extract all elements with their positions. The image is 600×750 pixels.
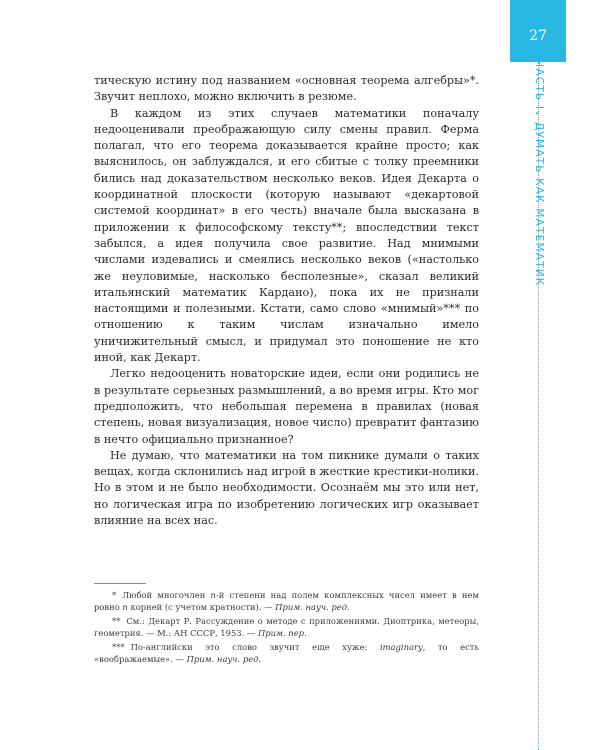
paragraph: Легко недооценить новаторские идеи, если они родились не в результате серьезных размышлений, а во время игры. Кто мог предположить, что небольшая перемена в правилах (новая степень, новая визуализация, новое число) превратит фантазию в нечто официально признанное? [94,367,479,446]
footnote-marker: ** [112,615,121,626]
footnote-text: По-английски это слово звучит еще хуже: [130,641,380,652]
footnote-divider [94,583,146,584]
footnote-note: Прим. науч. ред. [275,602,350,613]
footnote-text: См.: Декарт Р. Рассуждение о методе с приложениями. Диоптрика, метеоры, геометрия. — М.: АН СССР, 1953. — [94,615,479,639]
footnote-text: корней (с учетом кратности). — [127,602,276,613]
page-number-tab [510,0,566,62]
footnote-word: imaginary [379,641,423,652]
footnotes [94,589,479,667]
running-head-part: ЧАСТЬ [533,60,545,102]
paragraph: Не думаю, что математики на том пикнике думали о таких вещах, когда склонились над игрой в жесткие крестики-нолики. Но в этом и не было необходимости. Осознаём мы это или нет, но логическая игра по изобретению логических игр оказывает влияние на всех нас. [94,448,479,528]
main-text [94,73,479,529]
footnote-note: Прим. пер. [257,628,307,639]
running-head-roman: I [533,105,545,111]
paragraph: тическую истину под названием «основная теорема алгебры»*. Звучит неплохо, можно включить в резюме. [94,74,479,104]
footnote-text: Любой многочлен [122,590,211,600]
running-head-separator: . [533,111,545,117]
footnote [94,589,479,613]
footnote-marker: * [112,590,117,600]
footnote-text: , то есть «воображаемые». — [94,641,479,665]
footnote-text: -й степени над полем комплексных чисел имеет в нем ровно [94,590,479,613]
footnote-variable: n [210,590,216,600]
footnote-marker: *** [112,641,125,652]
running-head [533,60,545,286]
running-head-title: ДУМАТЬ КАК МАТЕМАТИК [533,121,545,287]
footnote [94,615,479,639]
footnote-note: Прим. науч. ред. [186,654,262,665]
paragraph: В каждом из этих случаев математики поначалу недооценивали преображающую силу смены правил. Ферма полагал, что его теорема доказывается крайне просто; как выяснилось, он заблуждался, и его сбитые с толку преемники бились над доказательством несколько веков. Идея Декарта о координатной плоскости (которую называют «декартовой системой координат» в его честь) вначале была высказана в приложении к философскому тексту**; впоследствии текст забылся, а идея получила свое развитие. Над мнимыми числами издевались и смеялись несколько веков («настолько же неуловимые, насколько бесполезные», сказал великий итальянский математик Кардано), пока их не признали настоящими и полезными. Кстати, само слово «мнимый»*** по отношению к таким числам изначально имело уничижительный смысл, и придумал это поношение не кто иной, как Декарт. [94,106,479,365]
footnote [94,641,479,665]
page-number: 27 [529,28,547,44]
footnote-variable: n [122,602,128,613]
